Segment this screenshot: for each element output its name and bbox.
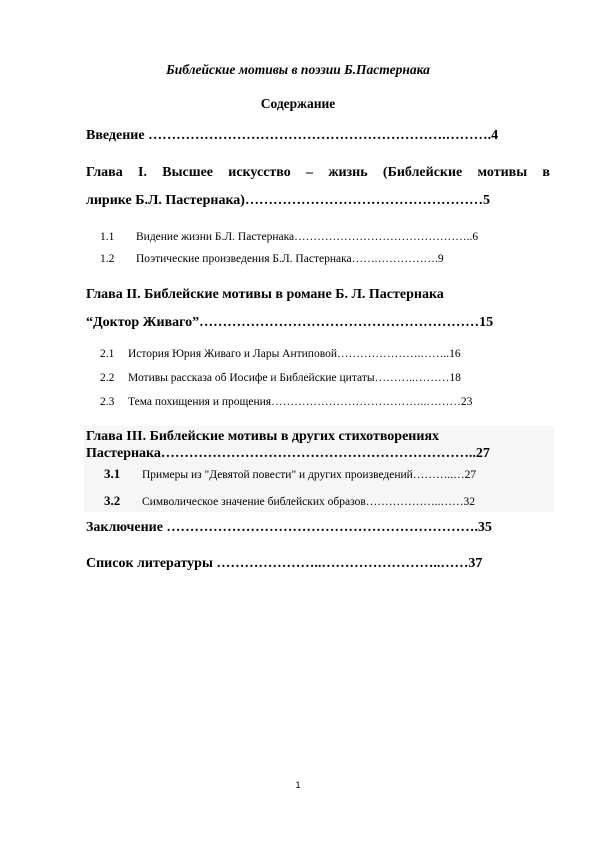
toc-conclusion: Заключение ………………………………………………………….35 xyxy=(86,520,492,535)
toc-item-text: Тема похищения и прощения…………………………………..………23 xyxy=(128,396,473,408)
toc-chapter1-line1: Глава I. Высшее искусство – жизнь (Библейские мотивы в xyxy=(86,165,550,180)
toc-item xyxy=(104,466,476,482)
toc-item-text: История Юрия Живаго и Лары Антиповой………………….……..16 xyxy=(128,348,461,360)
toc-item-number: 1.2 xyxy=(100,253,115,265)
toc-item-text: Поэтические произведения Б.Л. Пастернака…….…………….9 xyxy=(136,253,444,265)
toc-item-text: Примеры из "Девятой повести" и других произведений………..…27 xyxy=(142,469,477,481)
toc-item-number: 2.1 xyxy=(100,348,115,360)
toc-item-text: Видение жизни Б.Л. Пастернака………………………………………..6 xyxy=(136,231,479,243)
toc-item xyxy=(100,372,461,384)
toc-intro: Введение ……………………………………………………….……….4 xyxy=(86,128,499,143)
toc-item-number: 3.1 xyxy=(104,466,121,481)
toc-chapter2-line1: Глава II. Библейские мотивы в романе Б. Л. Пастернака xyxy=(86,287,444,302)
toc-item-number: 2.2 xyxy=(100,372,115,384)
toc-item xyxy=(100,348,461,360)
toc-item-text: Символическое значение библейских образов………………..……32 xyxy=(142,496,476,508)
toc-item-text: Мотивы рассказа об Иосифе и Библейские цитаты………..………18 xyxy=(128,372,461,384)
toc-chapter1-line2: лирике Б.Л. Пастернака)……………………………………………5 xyxy=(86,193,490,208)
toc-item-number: 2.3 xyxy=(100,396,115,408)
toc-item xyxy=(100,396,472,408)
toc-item xyxy=(104,493,475,509)
toc-item xyxy=(100,253,444,265)
toc-chapter2-line2: “Доктор Живаго”……………………………………………………15 xyxy=(86,315,494,330)
toc-chapter3-line2: Пастернака…………………………………………………………..27 xyxy=(86,446,490,461)
toc-item xyxy=(100,231,478,243)
page-number: 1 xyxy=(295,780,301,790)
toc-chapter3-line1: Глава III. Библейские мотивы в других стихотворениях xyxy=(86,429,440,444)
toc-item-number: 3.2 xyxy=(104,493,121,508)
document-title: Библейские мотивы в поэзии Б.Пастернака xyxy=(166,62,430,77)
contents-heading: Содержание xyxy=(260,96,336,111)
toc-bibliography: Список литературы …………………..……………………..……37 xyxy=(86,556,483,571)
toc-item-number: 1.1 xyxy=(100,231,115,243)
